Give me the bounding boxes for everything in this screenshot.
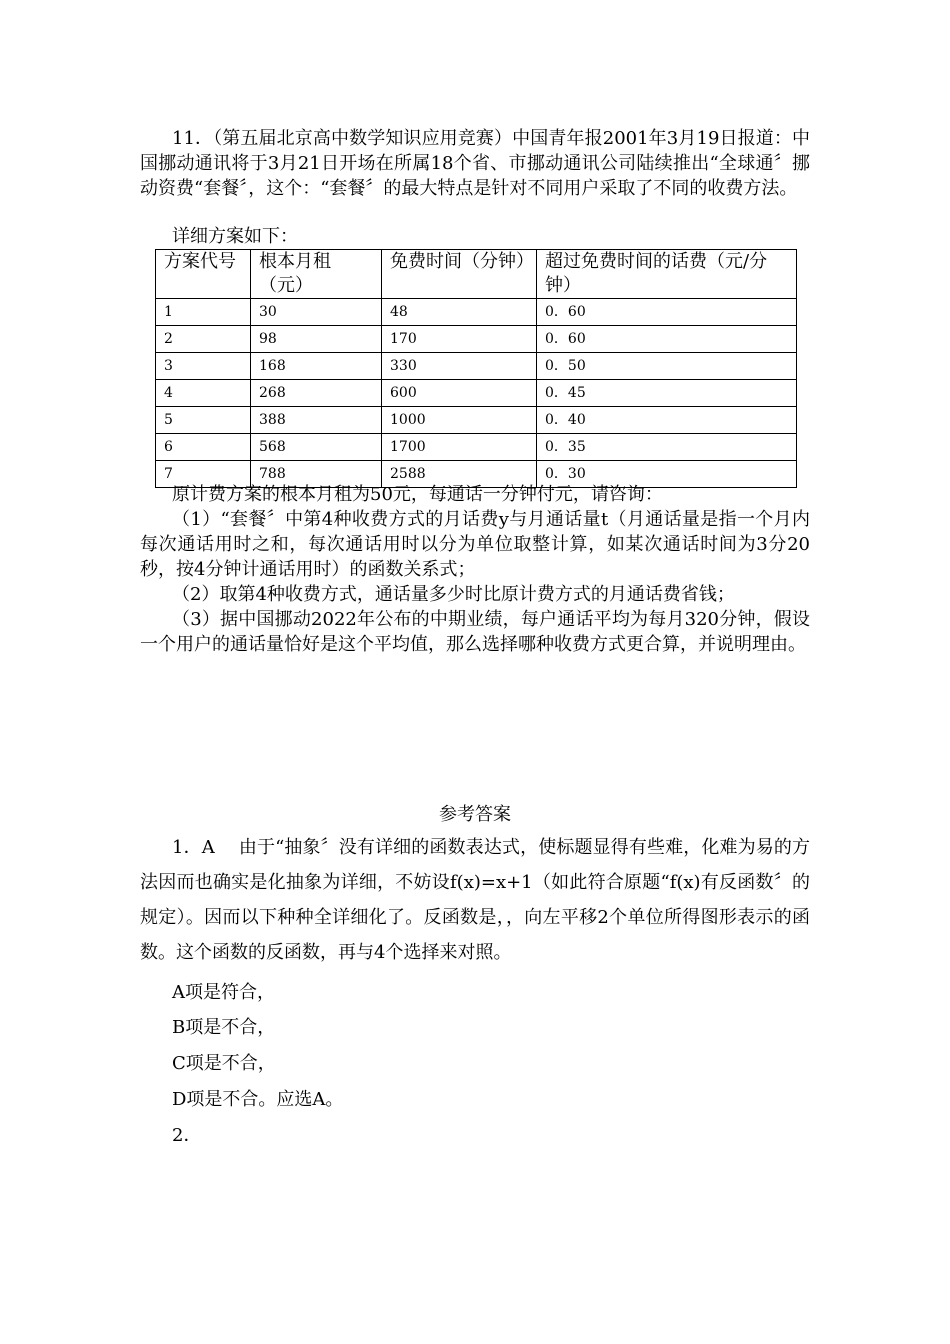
- cell-free-time: 2588: [382, 461, 537, 488]
- cell-base-rent: 788: [251, 461, 382, 488]
- table-row: [156, 353, 797, 380]
- answer-2: 2．: [172, 1125, 202, 1146]
- cell-free-time: 1000: [382, 407, 537, 434]
- plan-label: 详细方案如下：: [172, 226, 298, 247]
- cell-free-time: 330: [382, 353, 537, 380]
- cell-overage-fee: 0．45: [537, 380, 797, 407]
- table-row: [156, 434, 797, 461]
- question-part-2: （2）取第4种收费方式，通话量多少时比原计费方式的月通话费省钱；: [172, 584, 735, 605]
- cell-plan-code: 6: [156, 434, 251, 461]
- cell-overage-fee: 0．35: [537, 434, 797, 461]
- cell-overage-fee: 0．30: [537, 461, 797, 488]
- table-row: [156, 380, 797, 407]
- header-free-time: 免费时间（分钟）: [382, 250, 537, 299]
- cell-base-rent: 568: [251, 434, 382, 461]
- cell-overage-fee: 0．60: [537, 299, 797, 326]
- answer-option-d: D项是不合。应选A。: [172, 1089, 344, 1110]
- table-row: [156, 326, 797, 353]
- header-overage-fee: 超过免费时间的话费（元/分钟）: [537, 250, 797, 299]
- cell-plan-code: 7: [156, 461, 251, 488]
- question-part-1: （1）“套餐〞中第4种收费方式的月话费y与月通话量t（月通话量是指一个月内每次通话用时之和，每次通话用时以分为单位取整计算，如某次通话时间为3分20秒，按4分钟计通话用时）的函数关系式；: [140, 509, 810, 580]
- question-part-3: （3）据中国挪动2022年公布的中期业绩，每户通话平均为每月320分钟，假设一个用户的通话量恰好是这个平均值，那么选择哪种收费方式更合算，并说明理由。: [140, 609, 810, 655]
- question-11-intro: 11．（第五届北京高中数学知识应用竞赛）中国青年报2001年3月19日报道：中国挪动通讯将于3月21日开场在所属18个省、市挪动通讯公司陆续推出“全球通〞挪动资费“套餐〞，这个：“套餐〞的最大特点是针对不同用户采取了不同的收费方法。: [140, 128, 810, 199]
- answer-option-b: B项是不合，: [172, 1017, 276, 1038]
- table-header-row: [156, 250, 797, 299]
- cell-overage-fee: 0．60: [537, 326, 797, 353]
- cell-base-rent: 98: [251, 326, 382, 353]
- cell-base-rent: 268: [251, 380, 382, 407]
- cell-overage-fee: 0．40: [537, 407, 797, 434]
- cell-free-time: 1700: [382, 434, 537, 461]
- answer-option-c: C项是不合，: [172, 1053, 276, 1074]
- cell-overage-fee: 0．50: [537, 353, 797, 380]
- table-row: [156, 407, 797, 434]
- header-plan-code: 方案代号: [156, 250, 251, 299]
- cell-plan-code: 4: [156, 380, 251, 407]
- cell-plan-code: 3: [156, 353, 251, 380]
- cell-plan-code: 5: [156, 407, 251, 434]
- fee-plan-table: [155, 249, 797, 488]
- cell-free-time: 170: [382, 326, 537, 353]
- table-row: [156, 299, 797, 326]
- cell-free-time: 600: [382, 380, 537, 407]
- answers-title: 参考答案: [439, 804, 511, 825]
- cell-plan-code: 2: [156, 326, 251, 353]
- header-base-rent: 根本月租（元）: [251, 250, 382, 299]
- cell-base-rent: 388: [251, 407, 382, 434]
- answer-option-a: A项是符合，: [172, 982, 275, 1003]
- cell-plan-code: 1: [156, 299, 251, 326]
- cell-base-rent: 168: [251, 353, 382, 380]
- cell-base-rent: 30: [251, 299, 382, 326]
- answer-1: 1．A 由于“抽象〞没有详细的函数表达式，使标题显得有些难，化难为易的方法因而也确实是化抽象为详细，不妨设f(x)=x+1（如此符合原题“f(x)有反函数〞的规定）。因而以下种种全详细化了。反函数是，，向左平移2个单位所得图形表示的函数。这个函数的反函数，再与4个选择来对照。: [140, 837, 810, 963]
- original-plan-text: 原计费方案的根本月租为50元，每通话一分钟付元，请咨询：: [172, 484, 663, 505]
- cell-free-time: 48: [382, 299, 537, 326]
